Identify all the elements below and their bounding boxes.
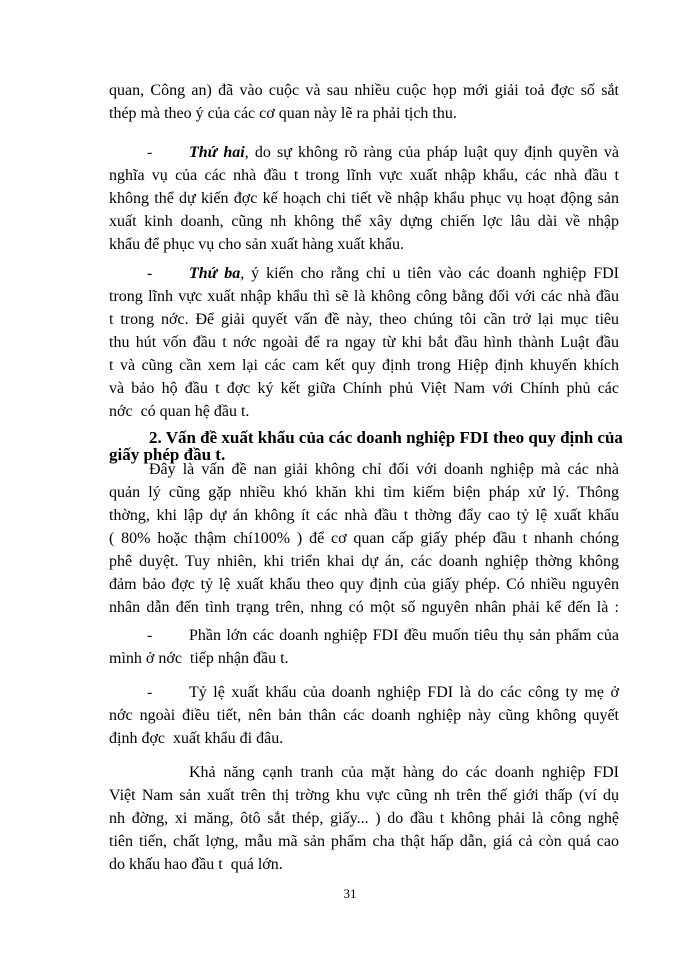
text-line: trong lĩnh vực xuất nhập khẩu thì sẽ là không công bằng đối với các nhà đầu [109, 288, 619, 305]
text-line: Khả năng cạnh tranh của mặt hàng do các doanh nghiệp FDI [189, 764, 619, 781]
text-line-rest: , ý kiến cho rằng chỉ u tiên vào các doanh nghiệp FDI [240, 265, 619, 282]
text-line: và bảo hộ đầu t đợc ký kết giữa Chính phủ Việt Nam với Chính phủ các [109, 380, 619, 397]
text-line: khẩu để phục vụ cho sản xuất hàng xuất khẩu. [109, 236, 405, 253]
bullet-dash: - [147, 627, 153, 644]
text-line: xuất kinh doanh, cũng nh không thể xây dựng chiến lợc lâu dài về nhập [109, 213, 619, 230]
section-heading: giấy phép đầu t. [109, 445, 226, 464]
text-line: Thứ ba, ý kiến cho rằng chỉ u tiên vào các doanh nghiệp FDI [189, 265, 619, 282]
text-line: nghĩa vụ của các nhà đầu t trong lĩnh vực xuất nhập khẩu, các nhà đầu t [109, 167, 619, 184]
text-line: nhân dẫn đến tình trạng trên, nhng có một số nguyên nhân phải kể đến là : [109, 599, 619, 616]
text-line: không thể dự kiến đợc kế hoạch chi tiết về nhập khẩu phục vụ hoạt động sản [109, 190, 619, 207]
page-number: 31 [343, 886, 357, 901]
text-line: Việt Nam sản xuất trên thị trờng khu vực cũng nh trên thế giới thấp (ví dụ [109, 787, 619, 804]
text-line: thép mà theo ý của các cơ quan này lẽ ra phải tịch thu. [109, 105, 457, 122]
text-line: quan, Công an) đã vào cuộc và sau nhiều cuộc họp mới giải toả đợc số sắt [109, 82, 619, 99]
text-line: phê duyệt. Tuy nhiên, khi triển khai dự án, các doanh nghiệp thờng không [109, 553, 619, 570]
text-line: thờng, khi lập dự án không ít các nhà đầu t thờng đẩy cao tỷ lệ xuất khẩu [109, 507, 619, 524]
text-line: ( 80% hoặc thậm chí100% ) để cơ quan cấp giấy phép đầu t nhanh chóng [109, 530, 619, 547]
text-line: mình ở nớc tiếp nhận đầu t. [109, 650, 289, 667]
text-line: Phần lớn các doanh nghiệp FDI đều muốn tiêu thụ sản phẩm của [189, 627, 619, 644]
text-line-rest: , do sự không rõ ràng của pháp luật quy định quyền và [244, 144, 619, 161]
text-line: thu hút vốn đầu t nớc ngoài để ra ngay từ khi bắt đầu hình thành Luật đầu [109, 334, 619, 351]
text-line: quản lý cũng gặp nhiều khó khăn khi tìm kiếm biện pháp xử lý. Thông [109, 484, 619, 501]
text-line: định đợc xuất khẩu đi đâu. [109, 730, 284, 747]
section-heading: 2. Vấn đề xuất khẩu của các doanh nghiệp FDI theo quy định của [149, 428, 623, 447]
text-line: nớc ngoài điều tiết, nên bản thân các doanh nghiệp này cũng không quyết [109, 707, 619, 724]
text-line: tiên tiến, chất lợng, mẫu mã sản phẩm cha thật hấp dẫn, giá cả còn quá cao [109, 833, 619, 850]
text-line: do khấu hao đầu t quá lớn. [109, 856, 283, 873]
bullet-dash: - [147, 265, 153, 282]
text-line: nớc có quan hệ đầu t. [109, 403, 250, 420]
text-line: t trong nớc. Để giải quyết vấn đề này, theo chúng tôi cần trở lại mục tiêu [109, 311, 619, 328]
text-line: đảm bảo đợc tỷ lệ xuất khẩu theo quy định của giấy phép. Có nhiều nguyên [109, 576, 619, 593]
text-line: Đây là vấn đề nan giải không chỉ đối với doanh nghiệp mà các nhà [149, 461, 619, 478]
text-line: Tỷ lệ xuất khẩu của doanh nghiệp FDI là do các công ty mẹ ở [189, 684, 619, 701]
bullet-dash: - [147, 144, 153, 161]
text-line: Thứ hai, do sự không rõ ràng của pháp luật quy định quyền và [189, 144, 619, 161]
bullet-dash: - [147, 684, 153, 701]
text-line: nh đờng, xi măng, ôtô sắt thép, giấy... ) do đầu t không phải là công nghệ [109, 810, 619, 827]
text-line: t và cũng cần xem lại các cam kết quy định trong Hiệp định khuyến khích [109, 357, 619, 374]
